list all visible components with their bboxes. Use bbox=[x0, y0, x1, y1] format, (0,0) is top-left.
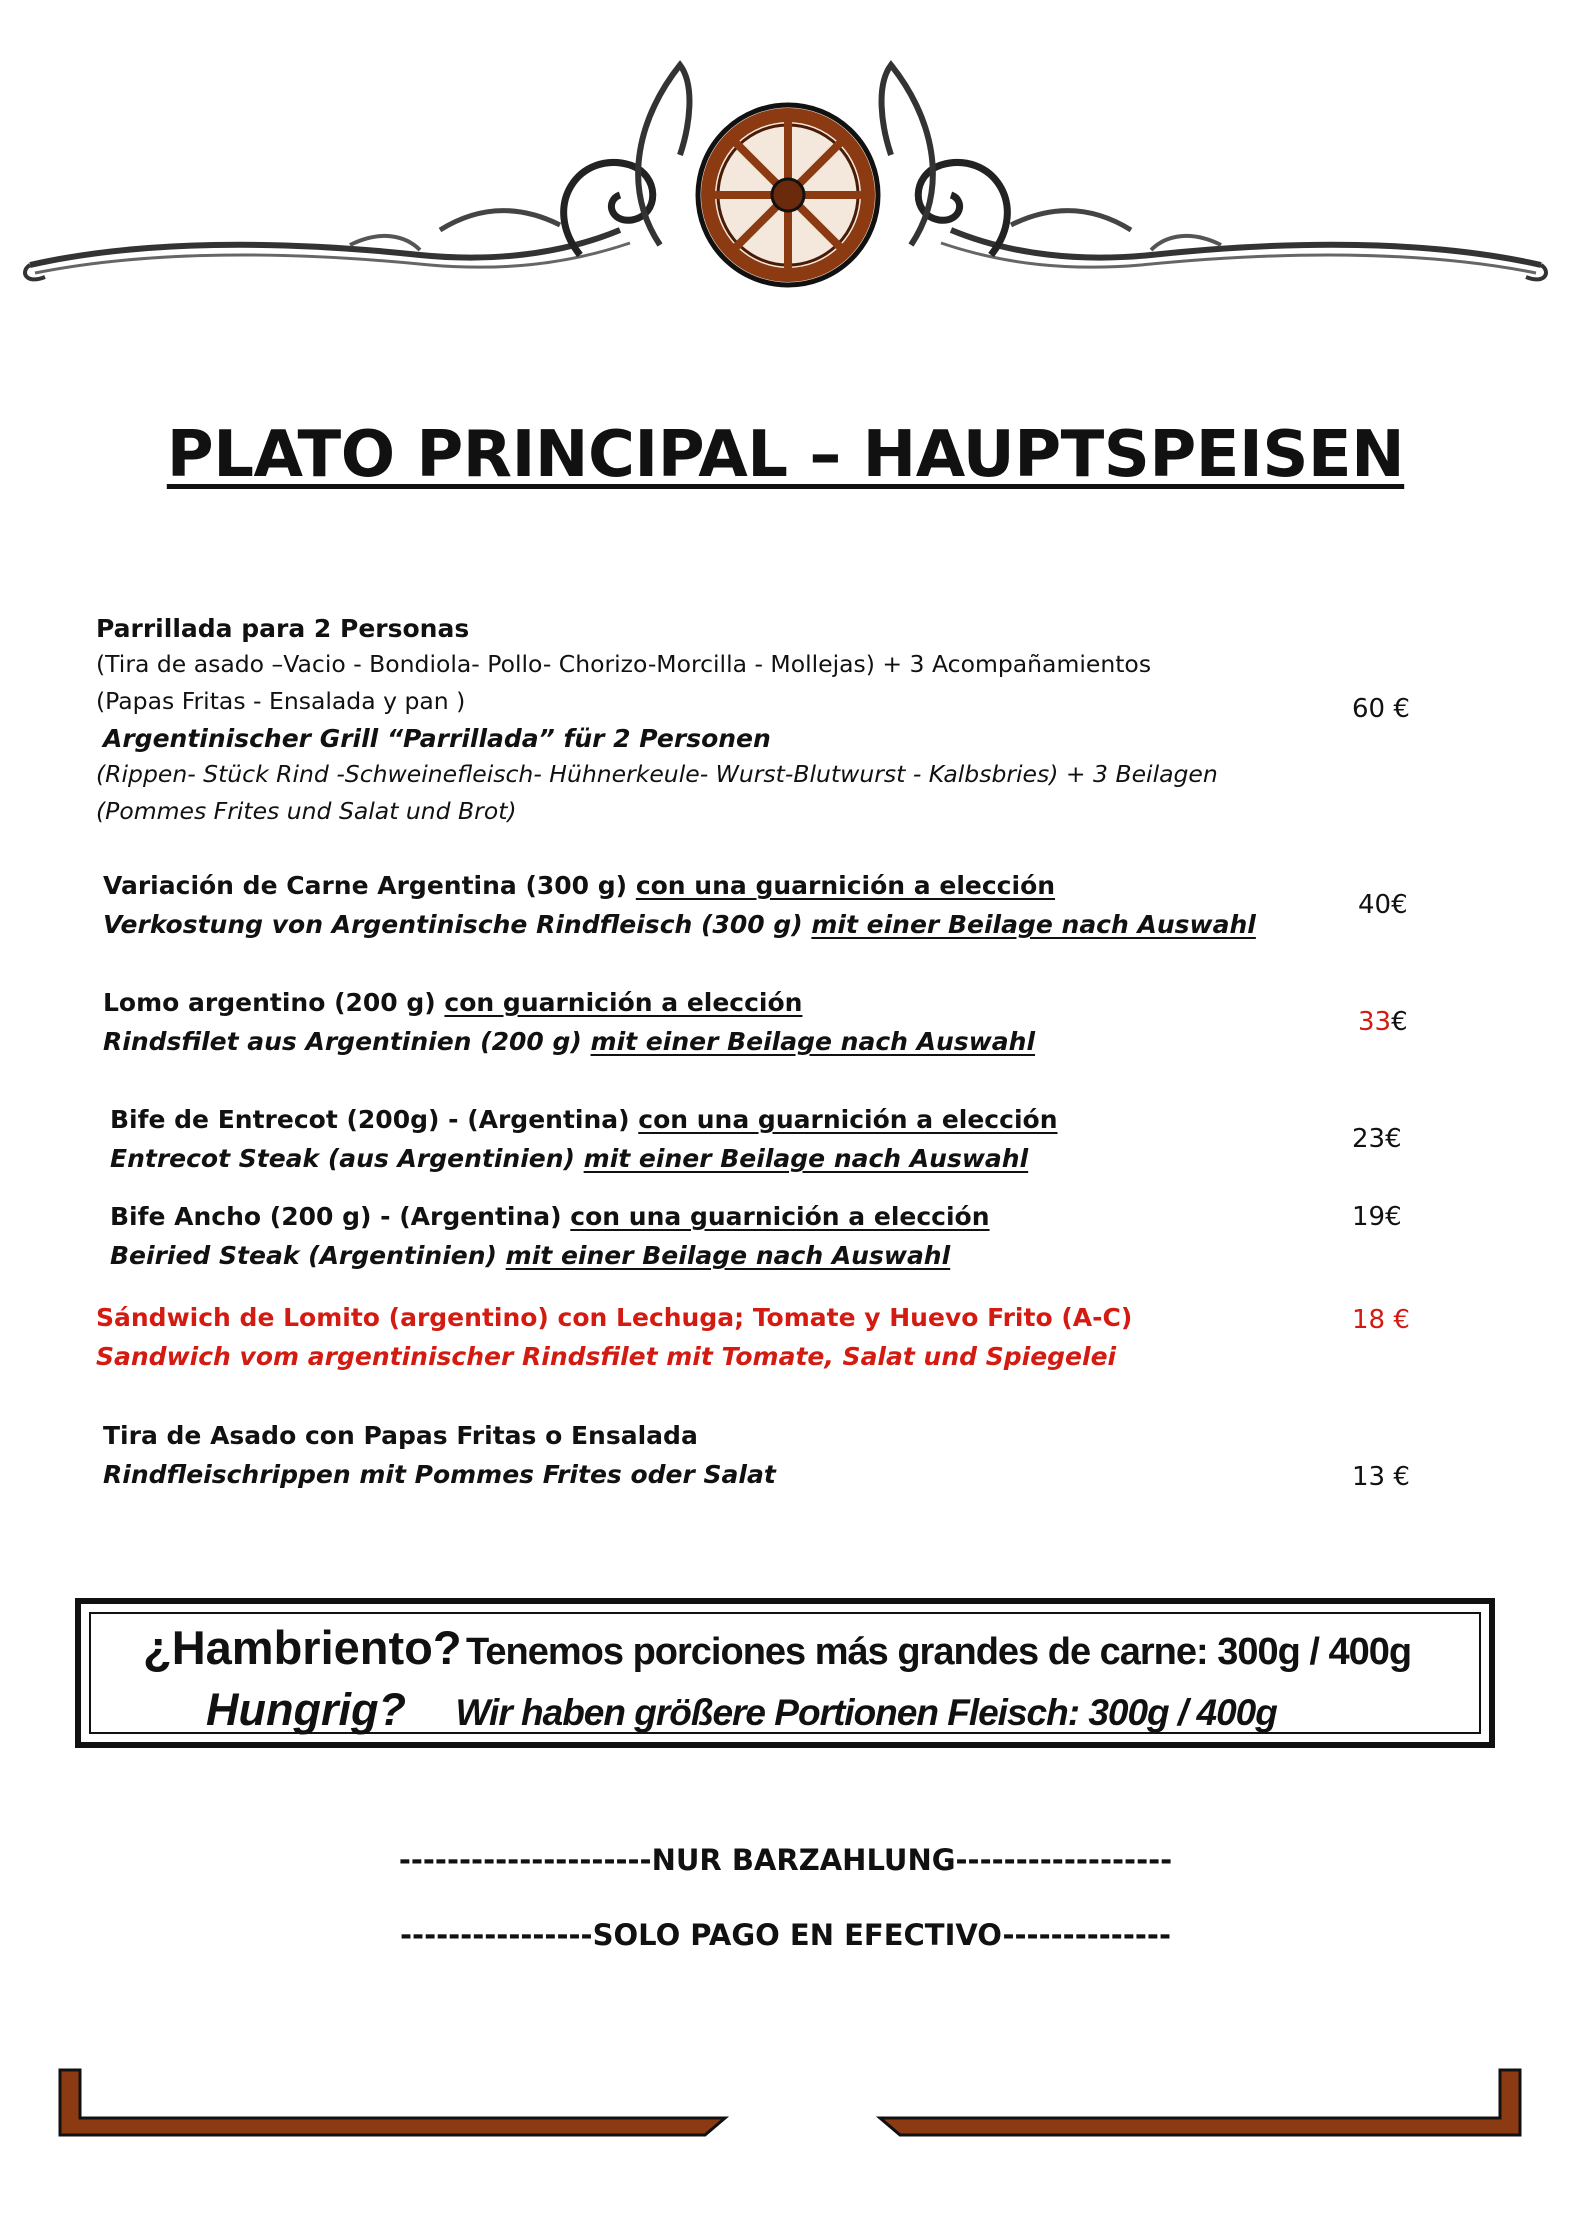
menu-item-name-de: Rindfleischrippen mit Pommes Frites oder Salat bbox=[103, 1460, 776, 1489]
menu-item-name-es: Sándwich de Lomito (argentino) con Lechuga; Tomate y Huevo Frito (A-C) bbox=[96, 1303, 1133, 1332]
bottom-bracket-ornament-icon bbox=[55, 2060, 1525, 2140]
menu-item-name-es: Bife de Entrecot (200g) - (Argentina) con una guarnición a elección bbox=[110, 1105, 1058, 1134]
page-title: PLATO PRINCIPAL – HAUPTSPEISEN bbox=[166, 418, 1405, 492]
menu-item-name-es: Variación de Carne Argentina (300 g) con una guarnición a elección bbox=[103, 871, 1056, 900]
cash-only-de: ---------------------NUR BARZAHLUNG------------------ bbox=[398, 1843, 1173, 1877]
menu-item-price: 18 € bbox=[1352, 1305, 1410, 1335]
menu-item-name-es: Lomo argentino (200 g) con guarnición a elección bbox=[103, 988, 803, 1017]
menu-item-name-de: Rindsfilet aus Argentinien (200 g) mit einer Beilage nach Auswahl bbox=[103, 1027, 1036, 1056]
menu-item-detail-es: (Tira de asado –Vacio - Bondiola- Pollo- Chorizo-Morcilla - Mollejas) + 3 Acompañamientos bbox=[96, 650, 1152, 678]
menu-item-name-es: Tira de Asado con Papas Fritas o Ensalada bbox=[103, 1421, 698, 1450]
side-dish-note: mit einer Beilage nach Auswahl bbox=[583, 1144, 1029, 1173]
menu-item-price: 13 € bbox=[1352, 1462, 1410, 1492]
side-dish-note: con guarnición a elección bbox=[444, 988, 803, 1017]
menu-item-price: 23€ bbox=[1352, 1124, 1402, 1154]
notice-line-es: ¿Hambriento? Tenemos porciones más grandes de carne: 300g / 400g bbox=[143, 1621, 1412, 1674]
menu-item-name-de: Beiried Steak (Argentinien) mit einer Beilage nach Auswahl bbox=[110, 1241, 951, 1270]
menu-item-price: 40€ bbox=[1358, 890, 1408, 920]
menu-item-detail-es: (Papas Fritas - Ensalada y pan ) bbox=[96, 687, 466, 715]
notice-line-de: Hungrig? Wir haben größere Portionen Fleisch: 300g / 400g bbox=[206, 1684, 1277, 1735]
menu-item-detail-de: (Rippen- Stück Rind -Schweinefleisch- Hühnerkeule- Wurst-Blutwurst - Kalbsbries) + 3 Beilagen bbox=[96, 760, 1218, 788]
menu-item-detail-de: (Pommes Frites und Salat und Brot) bbox=[96, 797, 517, 825]
menu-item-price: 60 € bbox=[1352, 694, 1410, 724]
menu-item-name-es: Parrillada para 2 Personas bbox=[96, 614, 470, 643]
side-dish-note: con una guarnición a elección bbox=[635, 871, 1056, 900]
menu-item-price: 19€ bbox=[1352, 1202, 1402, 1232]
cash-only-es: ----------------SOLO PAGO EN EFECTIVO-------------- bbox=[400, 1918, 1171, 1952]
side-dish-note: con una guarnición a elección bbox=[638, 1105, 1058, 1134]
menu-item-name-de: Argentinischer Grill “Parrillada” für 2 Personen bbox=[103, 724, 771, 753]
side-dish-note: mit einer Beilage nach Auswahl bbox=[505, 1241, 951, 1270]
menu-item-name-es: Bife Ancho (200 g) - (Argentina) con una guarnición a elección bbox=[110, 1202, 990, 1231]
menu-item-name-de: Sandwich vom argentinischer Rindsfilet mit Tomate, Salat und Spiegelei bbox=[96, 1342, 1117, 1371]
wagon-wheel-ornament-icon bbox=[20, 55, 1551, 325]
side-dish-note: mit einer Beilage nach Auswahl bbox=[811, 910, 1256, 939]
menu-item-name-de: Verkostung von Argentinische Rindfleisch (300 g) mit einer Beilage nach Auswahl bbox=[103, 910, 1256, 939]
menu-item-name-de: Entrecot Steak (aus Argentinien) mit einer Beilage nach Auswahl bbox=[110, 1144, 1029, 1173]
larger-portions-notice bbox=[75, 1598, 1495, 1748]
side-dish-note: con una guarnición a elección bbox=[570, 1202, 990, 1231]
menu-item-price: 33€ bbox=[1358, 1007, 1408, 1037]
side-dish-note: mit einer Beilage nach Auswahl bbox=[590, 1027, 1036, 1056]
